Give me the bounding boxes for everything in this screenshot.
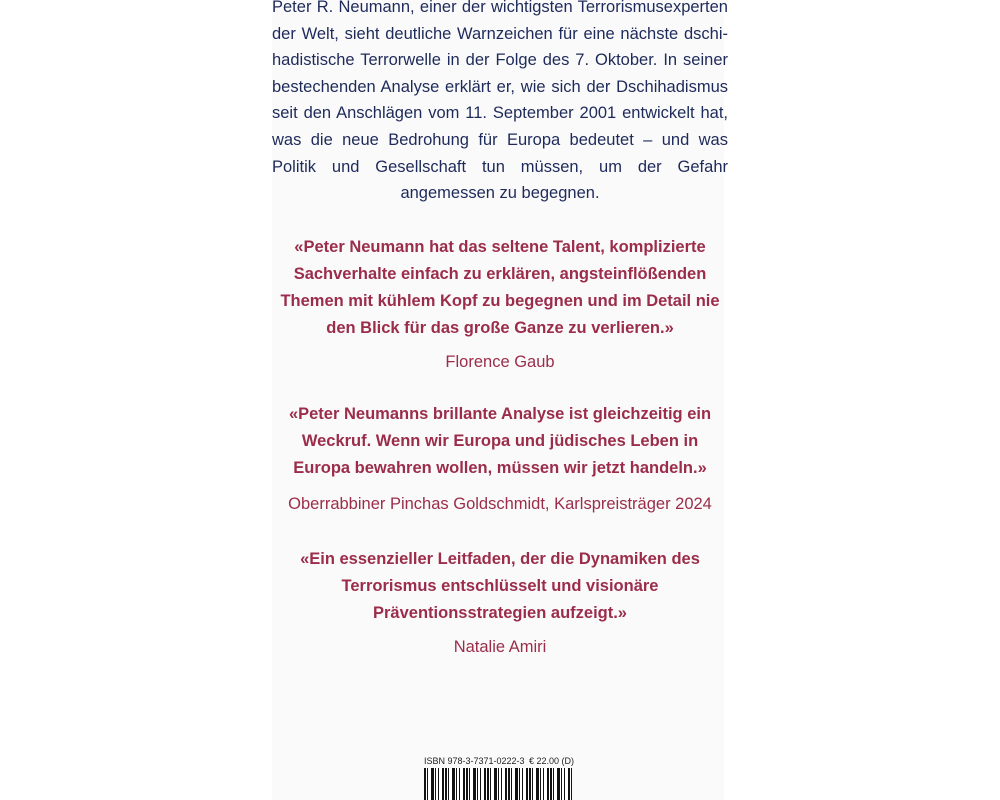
barcode [424,768,572,800]
review-author-1: Florence Gaub [445,353,555,371]
review-quote-1: «Peter Neumann hat das seltene Talent, komplizierte Sachverhalte einfach zu erklären, angsteinflößenden Themen mit kühlem Kopf zu begegnen und im Detail nie den Blick für das große Ganze zu verlieren.» [280,238,720,337]
price-label: € 22.00 (D) [528,756,574,766]
review-quote-2: «Peter Neumanns brillante Analyse ist gleichzeitig ein Weckruf. Wenn wir Europa und jüdisches Leben in Europa bewahren wollen, müssen wir jetzt handeln.» [288,405,712,477]
book-blurb: Peter R. Neumann, einer der wichtigsten Terrorismusexperten der Welt, sieht deutliche Warnzeichen für eine nächste dschihadistische Terrorwelle in der Folge des 7. Oktober. In seiner bestechenden Analyse erklärt er, wie sich der Dschihadismus seit den Anschlägen vom 11. September 2001 entwickelt hat, was die neue Bedrohung für Europa bedeutet – und was Politik und Gesellschaft tun müssen, um der Gefahr angemessen zu begegnen. [272,0,728,203]
review-quote-3: «Ein essenzieller Leitfaden, der die Dynamiken des Terrorismus entschlüsselt und visionäre Präventionsstrategien aufzeigt.» [300,550,700,622]
isbn-number: ISBN 978-3-7371-0222-3 [424,756,525,766]
review-author-3: Natalie Amiri [453,638,547,656]
isbn-price-line [424,755,574,767]
review-author-2: Oberrabbiner Pinchas Goldschmidt, Karlspreisträger 2024 [288,495,712,513]
